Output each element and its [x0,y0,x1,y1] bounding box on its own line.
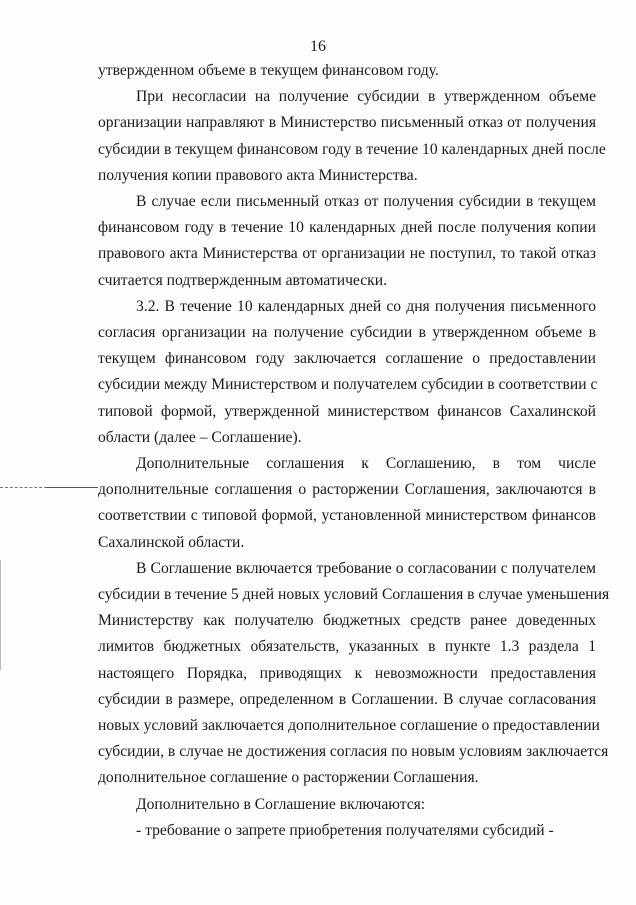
text-line: соответствии с типовой формой, установленной министерством финансов [98,507,596,525]
paragraph [98,84,606,189]
text-line: При несогласии на получение субсидии в утвержденном объеме [136,88,596,106]
text-line: Дополнительно в Соглашение включаются: [136,795,426,813]
paragraph [98,189,596,294]
text-line: согласия организации на получение субсидии в утвержденном объеме в [98,324,596,342]
scan-artifact-edge [0,560,1,670]
text-line: лимитов бюджетных обязательств, указанных в пункте 1.3 раздела 1 [98,638,596,656]
scan-artifact-solid-line [46,487,98,488]
text-line: правового акта Министерства от организации не поступил, то такой отказ [98,245,596,263]
paragraph [98,294,596,451]
text-line: субсидии между Министерством и получателем субсидии в соответствии с [98,376,598,394]
text-line: субсидии в текущем финансовом году в течение 10 календарных дней после [98,140,606,158]
text-line: области (далее – Соглашение). [98,428,302,446]
text-line: Сахалинской области. [98,533,245,551]
text-line: субсидии в размере, определенном в Соглашении. В случае согласования [98,690,596,708]
paragraph [98,58,596,84]
text-line: получения копии правового акта Министерства. [98,166,418,184]
text-line: утвержденном объеме в текущем финансовом году. [98,62,439,79]
text-line: В Соглашение включается требование о согласовании с получателем [136,559,596,577]
text-line: текущем финансовом году заключается соглашение о предоставлении [98,350,596,368]
text-line: настоящего Порядка, приводящих к невозможности предоставления [98,664,596,682]
paragraph [98,451,596,556]
text-line: 3.2. В течение 10 календарных дней со дня получения письменного [136,297,596,315]
text-line: организации направляют в Министерство письменный отказ от получения [98,114,596,132]
paragraph [98,818,596,844]
text-line: дополнительное соглашение о расторжении Соглашения. [98,769,479,787]
text-line: Дополнительные соглашения к Соглашению, в том числе [136,455,596,473]
text-line: субсидии в течение 5 дней новых условий Соглашения в случае уменьшения [98,586,610,604]
text-line: типовой формой, утвержденной министерством финансов Сахалинской [98,402,596,420]
paragraph [98,556,610,792]
text-line: считается подтвержденным автоматически. [98,271,387,289]
text-line: новых условий заключается дополнительное соглашение о предоставлении [98,717,600,735]
text-line: дополнительные соглашения о расторжении Соглашения, заключаются в [98,481,596,499]
paragraph [98,792,596,818]
text-line: Министерству как получателю бюджетных средств ранее доведенных [98,612,596,630]
text-line: финансовом году в течение 10 календарных дней после получения копии [98,219,596,237]
document-body [98,58,610,844]
text-line: субсидии, в случае не достижения согласия по новым условиям заключается [98,743,609,761]
page-number: 16 [310,38,326,55]
text-line: В случае если письменный отказ от получения субсидии в текущем [136,193,596,211]
text-line: - требование о запрете приобретения получателями субсидий - [136,821,554,839]
